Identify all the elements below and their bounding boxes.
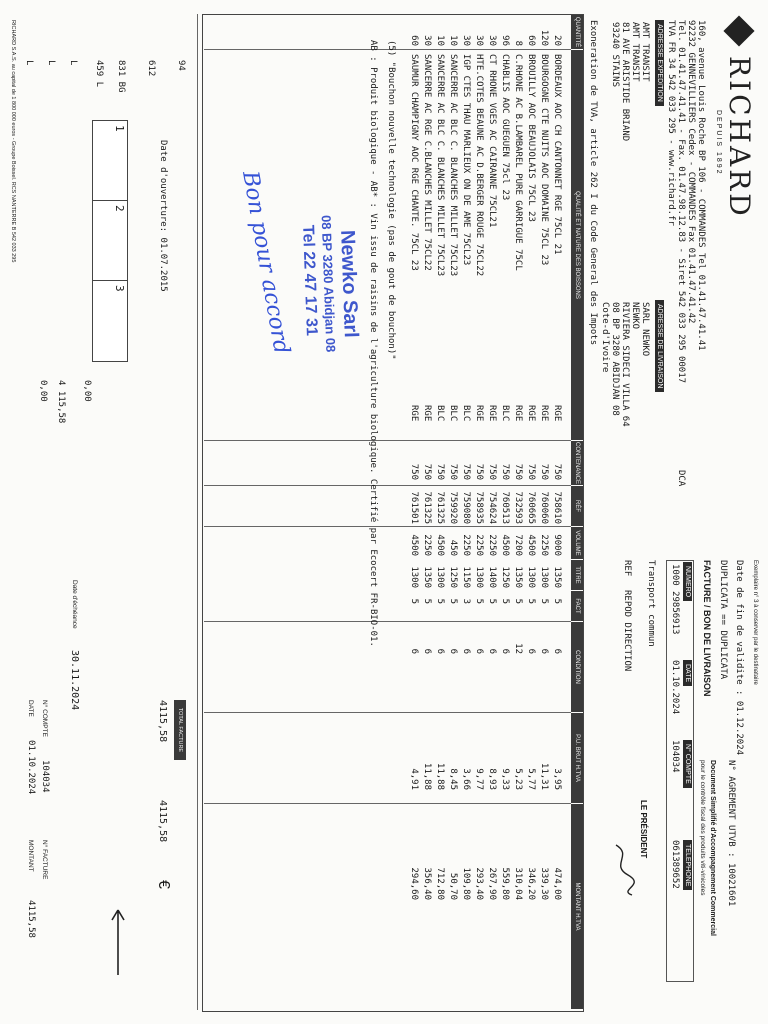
table-cell-desc: SANCERRE AC BLC C. BLANCHES MILLET 75CL23	[448, 54, 458, 277]
delivery-line: SARL NEWKO	[640, 302, 650, 357]
table-cell-t: 1150	[461, 566, 471, 588]
amount-c: 0,00	[38, 380, 48, 402]
brand-name: RICHARD	[723, 56, 756, 219]
table-cell-f: 5	[435, 598, 445, 604]
table-cell-c: 6	[409, 648, 419, 654]
table-cell-pu: 9,33	[500, 768, 510, 790]
table-cell-col: RGE	[422, 405, 432, 422]
table-cell-desc: SANCERRE AC BLC C. BLANCHES MILLET 75CL23	[435, 54, 445, 277]
total-amount: 4115,58	[157, 700, 168, 743]
company-address-line: 160, avenue Louis Roche BP 106 - COMMANDES Tel 01.41.47.41.41	[696, 20, 706, 351]
table-cell-qty: 60	[409, 35, 419, 46]
delivery-line: Cote-d'Ivoire	[600, 302, 610, 373]
col-head-condition: CONDITION	[571, 622, 583, 712]
company-address-line: TVA FR 34 542 033 295 - www.richard.fr	[666, 20, 676, 226]
company-stamp: Newko Sarl	[336, 229, 362, 339]
box-3-label: 3	[113, 285, 126, 292]
table-cell-f: 5	[539, 598, 549, 604]
table-cell-vol: 9000	[552, 534, 562, 556]
table-cell-pu: 8,45	[448, 768, 458, 790]
table-cell-f: 3	[461, 598, 471, 604]
table-cell-cont: 750	[552, 463, 562, 480]
table-note: (5) "Bouchon nouvelle technologie (pas de gout de bouchon)"	[386, 40, 396, 360]
table-cell-t: 1300	[409, 566, 419, 588]
col-head-volume: VOLUME	[571, 527, 583, 559]
table-cell-col: RGE	[487, 405, 497, 422]
duplicata-label: DUPLICATA == DUPLICATA	[718, 560, 728, 680]
table-cell-t: 1250	[500, 566, 510, 588]
col-head-desc: QUALITÉ ET NATURE DES BOISSONS	[571, 50, 583, 440]
left-value: 612	[146, 60, 156, 77]
ref-label: REF	[622, 560, 632, 577]
table-cell-ref: 758610	[552, 491, 562, 524]
president-signature-icon	[608, 840, 638, 900]
table-cell-col: RGE	[474, 405, 484, 422]
table-cell-cont: 750	[461, 463, 471, 480]
table-cell-cont: 750	[539, 463, 549, 480]
col-head-titre: TITRE	[571, 560, 583, 590]
table-cell-pu: 9,77	[474, 768, 484, 790]
table-cell-desc: CT RHONE VGES AC CAIRANNE 75CL21	[487, 54, 497, 228]
table-cell-desc: IGP CTES THAU MARLIEUX ON DE AME 75CL23	[461, 54, 471, 266]
tax-exemption-note: Exoneration de TVA, article 262 I du Code General des Impots	[588, 20, 598, 346]
table-cell-cont: 750	[526, 463, 536, 480]
company-stamp-phone: Tel 22 47 17 31	[299, 224, 320, 337]
table-cell-c: 6	[552, 648, 562, 654]
validity-date: Date de fin de validite : 01.12.2024	[734, 560, 744, 756]
table-cell-f: 5	[448, 598, 458, 604]
table-cell-pu: 5,77	[526, 768, 536, 790]
table-cell-ref: 761501	[409, 491, 419, 524]
table-cell-vol: 4500	[500, 534, 510, 556]
table-cell-c: 12	[513, 643, 523, 654]
account-number: 104034	[670, 740, 680, 773]
left-value: 94	[176, 60, 186, 71]
table-cell-desc: BOURGOGNE CTE NUITS AOC DOMAINE 75CL 23	[539, 54, 549, 266]
box-2	[92, 200, 128, 282]
table-cell-vol: 4500	[526, 534, 536, 556]
table-cell-amt: 294,60	[409, 867, 419, 900]
table-cell-cont: 750	[448, 463, 458, 480]
table-cell-col: BLC	[461, 405, 471, 422]
date-bottom-label: DATE	[27, 700, 34, 717]
table-cell-col: BLC	[500, 405, 510, 422]
table-cell-col: RGE	[409, 405, 419, 422]
table-cell-t: 1350	[513, 566, 523, 588]
table-cell-amt: 109,80	[461, 867, 471, 900]
company-stamp-address: 08 BP 3280 Abidjan 08	[318, 214, 339, 353]
invoice-date: 01.10.2024	[670, 660, 680, 715]
table-cell-amt: 474,00	[552, 867, 562, 900]
left-value: L	[68, 60, 78, 66]
table-cell-desc: HTE.COTES BEAUNE AC D.BERGER ROUGE 75CL22	[474, 54, 484, 277]
table-cell-cont: 750	[422, 463, 432, 480]
table-cell-amt: 356,40	[422, 867, 432, 900]
table-cell-desc: CHABLIS AOC GUEGUEN 75cl 23	[500, 54, 510, 201]
table-cell-cont: 750	[409, 463, 419, 480]
left-value: 459 L	[94, 60, 104, 88]
left-value: L	[24, 60, 34, 66]
table-cell-pu: 3,95	[552, 768, 562, 790]
box-1-label: 1	[113, 125, 126, 132]
shipping-line: 81 AVE ARISTIDE BRIAND	[620, 22, 630, 142]
table-cell-cont: 750	[487, 463, 497, 480]
table-cell-qty: 10	[448, 35, 458, 46]
table-cell-qty: 120	[539, 29, 549, 46]
table-cell-vol: 2250	[539, 534, 549, 556]
opening-date: Date d'ouverture: 01.07.2015	[158, 140, 168, 292]
table-cell-pu: 4,91	[409, 768, 419, 790]
amount-a: 4 115,58	[56, 380, 66, 424]
company-address-line: 92232 GENNEVILLIERS Cedex - COMMANDES Fax 01.41.47.41.42	[686, 20, 696, 324]
box-2-label: 2	[113, 205, 126, 212]
table-cell-desc: BORDEAUX AOC CH CANTONNET RGE 75CL 21	[552, 54, 562, 255]
col-head-contenance: CONTENANCE	[571, 441, 583, 485]
table-cell-cont: 750	[435, 463, 445, 480]
total-ttc-amount: 4115,58	[157, 800, 168, 843]
table-cell-ref: 759920	[448, 491, 458, 524]
table-cell-ref: 732593	[513, 491, 523, 524]
table-cell-pu: 5,23	[513, 768, 523, 790]
delivery-line: NEWKO	[630, 302, 640, 330]
due-date-label: Date d'échéance	[71, 580, 78, 629]
col-head-fact: FACT	[571, 591, 583, 621]
transport-label: Transport commun	[646, 560, 656, 647]
table-cell-c: 6	[461, 648, 471, 654]
table-cell-qty: 60	[526, 35, 536, 46]
table-cell-ref: 758935	[474, 491, 484, 524]
date-label: DATE	[683, 660, 692, 686]
table-cell-f: 5	[487, 598, 497, 604]
table-cell-f: 5	[552, 598, 562, 604]
table-cell-col: RGE	[513, 405, 523, 422]
invoice-number: 1000 29856913	[670, 564, 680, 635]
table-cell-col: RGE	[539, 405, 549, 422]
arrow-left-icon	[108, 900, 128, 980]
table-cell-vol: 2250	[422, 534, 432, 556]
richard-logo-icon	[723, 15, 754, 46]
dca-label: DCA	[676, 470, 686, 487]
table-cell-vol: 7200	[513, 534, 523, 556]
table-cell-qty: 96	[500, 35, 510, 46]
table-note: AB : Produit biologique - AB* : Vin issu de raisins de l'agriculture biologique. Certifié par Ecocert FR-BIO-01.	[368, 40, 378, 647]
col-head-ref: RÉF	[571, 486, 583, 526]
company-address-line: Tel. 01.41.47.41.41 - Fax. 01.47.98.12.83 - Siret 542 033 295 00017	[676, 20, 686, 384]
account-label: N° COMPTE	[683, 740, 692, 788]
table-cell-c: 6	[526, 648, 536, 654]
table-cell-qty: 30	[461, 35, 471, 46]
invoice-bottom-label: N° FACTURE	[41, 840, 48, 880]
shipping-line: AMT TRANSIT	[630, 22, 640, 82]
col-head-amount: MONTANT H.TVA	[571, 804, 583, 1009]
table-cell-f: 5	[513, 598, 523, 604]
invoice-no-label: NUMERO	[683, 562, 692, 601]
table-cell-c: 6	[500, 648, 510, 654]
col-head-pu: P.U. BRUT H.TVA	[571, 713, 583, 803]
currency-symbol: €	[155, 880, 172, 889]
doc-title: FACTURE / BON DE LIVRAISON	[702, 560, 712, 697]
table-cell-c: 6	[487, 648, 497, 654]
table-cell-t: 1300	[526, 566, 536, 588]
table-cell-c: 6	[422, 648, 432, 654]
table-cell-qty: 8	[513, 40, 523, 46]
table-cell-ref: 761325	[422, 491, 432, 524]
due-date: 30.11.2024	[69, 650, 80, 711]
amount-b: 0,00	[82, 380, 92, 402]
table-cell-col: BLC	[435, 405, 445, 422]
table-cell-f: 5	[526, 598, 536, 604]
total-label: TOTAL FACTURE	[174, 700, 186, 760]
table-cell-cont: 750	[474, 463, 484, 480]
table-cell-amt: 559,80	[500, 867, 510, 900]
phone-label: TELEPHONE	[683, 840, 692, 890]
doc-note: pour le contrôle fiscal des produits viti-vinicoles	[699, 760, 706, 896]
table-cell-col: RGE	[526, 405, 536, 422]
copy-note: Exemplaire n° 3 à conserver par le destinataire	[752, 560, 758, 685]
table-cell-col: RGE	[552, 405, 562, 422]
table-cell-vol: 450	[448, 539, 458, 556]
account-bottom: 104034	[40, 760, 50, 793]
table-cell-ref: 761325	[435, 491, 445, 524]
left-value: L	[46, 60, 56, 66]
table-cell-desc: C.RHONE AC B.LAMBAREL PURE GARRIGUE 75CL	[513, 54, 523, 271]
delivery-line: 08 BP 3280 ABIDJAN 08	[610, 302, 620, 416]
table-cell-pu: 11,88	[435, 762, 445, 790]
table-cell-f: 5	[474, 598, 484, 604]
table-cell-t: 1350	[552, 566, 562, 588]
table-cell-desc: SANCERRE AC RGE C.BLANCHES MILLET 75CL22	[422, 54, 432, 271]
table-cell-ref: 760060	[539, 491, 549, 524]
table-cell-qty: 30	[422, 35, 432, 46]
box-3	[92, 280, 128, 362]
account-bottom-label: N° COMPTE	[41, 700, 48, 737]
left-value: 831 BG	[116, 60, 126, 93]
col-head-qty: QUANTITÉ	[571, 15, 583, 49]
table-cell-qty: 30	[487, 35, 497, 46]
table-cell-vol: 4500	[409, 534, 419, 556]
table-cell-c: 6	[539, 648, 549, 654]
delivery-address-label: ADRESSE DE LIVRAISON	[655, 300, 664, 392]
table-cell-t: 1350	[422, 566, 432, 588]
table-cell-amt: 339,30	[539, 867, 549, 900]
table-cell-vol: 2250	[474, 534, 484, 556]
table-cell-desc: SAUMUR CHAMPIGNY AOC RGE CHANTE. 75CL 23	[409, 54, 419, 271]
table-cell-cont: 750	[500, 463, 510, 480]
table-cell-ref: 760665	[526, 491, 536, 524]
table-cell-ref: 759080	[461, 491, 471, 524]
table-cell-c: 6	[435, 648, 445, 654]
table-cell-amt: 293,40	[474, 867, 484, 900]
doc-subtitle: Document Simplifié d'Accompagnement Commercial	[709, 760, 716, 936]
table-cell-amt: 267,90	[487, 867, 497, 900]
table-cell-pu: 11,88	[422, 762, 432, 790]
table-cell-cont: 750	[513, 463, 523, 480]
table-cell-vol: 4500	[435, 534, 445, 556]
table-cell-t: 1300	[435, 566, 445, 588]
delivery-line: RIVIERA SIDECI VILLA 64	[620, 302, 630, 427]
shipping-address-label: ADRESSE EXPEDITION	[655, 20, 664, 106]
table-cell-pu: 3,66	[461, 768, 471, 790]
table-cell-qty: 30	[474, 35, 484, 46]
table-cell-amt: 712,80	[435, 867, 445, 900]
amount-bottom: 4115,58	[26, 900, 36, 938]
table-cell-vol: 2250	[461, 534, 471, 556]
table-cell-qty: 20	[552, 35, 562, 46]
table-cell-ref: 754624	[487, 491, 497, 524]
table-cell-t: 1250	[448, 566, 458, 588]
table-cell-ref: 760513	[500, 491, 510, 524]
table-cell-qty: 10	[435, 35, 445, 46]
table-cell-c: 6	[448, 648, 458, 654]
table-cell-amt: 346,20	[526, 867, 536, 900]
table-cell-f: 5	[409, 598, 419, 604]
handwritten-signature: Bon pour accord	[237, 169, 294, 356]
table-cell-f: 5	[500, 598, 510, 604]
table-cell-col: BLC	[448, 405, 458, 422]
agreement-number: N° AGREMENT UTVB : 10021601	[726, 760, 736, 907]
table-cell-amt: 310,04	[513, 867, 523, 900]
legal-footer: RICHARD S.A.S. au capital de 1 800 000 euros - Groupe Boissel. RCS NANTERRE B 542 033 295	[10, 20, 16, 263]
table-cell-c: 6	[474, 648, 484, 654]
amount-bottom-label: MONTANT	[27, 840, 34, 872]
table-cell-t: 1300	[474, 566, 484, 588]
table-cell-f: 5	[422, 598, 432, 604]
date-bottom: 01.10.2024	[26, 740, 36, 795]
table-cell-amt: 50,70	[448, 872, 458, 900]
brand-since: DEPUIS 1892	[715, 110, 722, 176]
box-1	[92, 120, 128, 202]
table-cell-desc: BROUILLY AOC BEAUJOLAIS 75CL 23	[526, 54, 536, 222]
shipping-line: AMT TRANSIT	[640, 22, 650, 82]
president-label: LE PRÉSIDENT	[639, 800, 648, 859]
shipping-line: 93240 STAINS	[610, 22, 620, 88]
table-cell-vol: 2250	[487, 534, 497, 556]
table-cell-pu: 11,31	[539, 762, 549, 790]
phone-number: 061389652	[670, 840, 680, 889]
ref-value: REPOD DIRECTION	[622, 590, 632, 672]
table-cell-t: 1400	[487, 566, 497, 588]
table-cell-pu: 8,93	[487, 768, 497, 790]
table-cell-t: 1300	[539, 566, 549, 588]
